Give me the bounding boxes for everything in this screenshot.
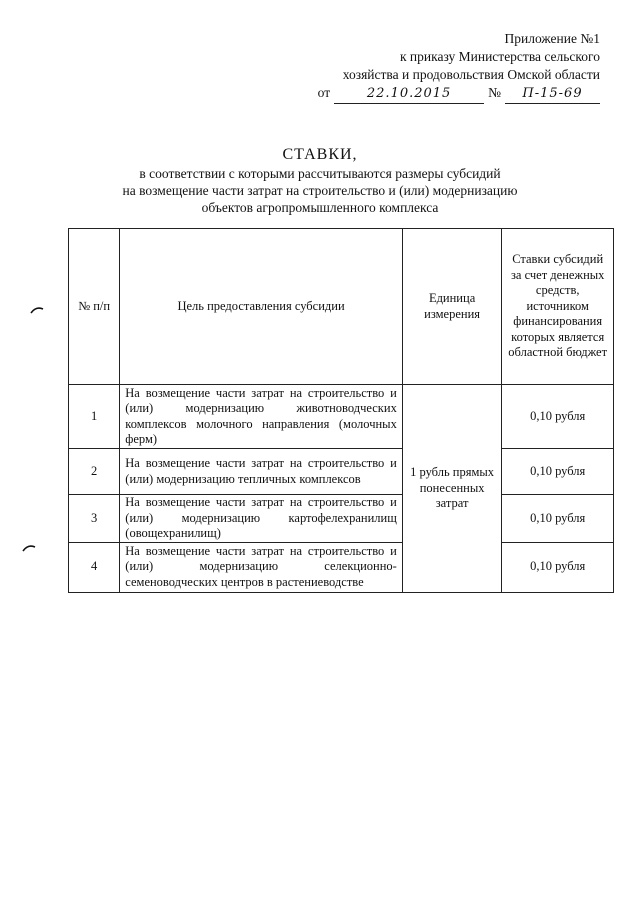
- rates-table: [68, 228, 614, 593]
- row-rate: 0,10 рубля: [502, 542, 614, 592]
- header-goal: Цель предоставления субсидии: [120, 229, 403, 385]
- number-prefix: №: [488, 85, 501, 100]
- title-line-2: на возмещение части затрат на строительство и (или) модернизацию: [122, 183, 518, 198]
- appendix-ministry: хозяйства и продовольствия Омской области: [342, 67, 600, 82]
- row-goal: На возмещение части затрат на строительство и (или) модернизацию картофелехранилищ (овощехранилищ): [120, 495, 403, 543]
- title-line-3: объектов агропромышленного комплекса: [201, 200, 439, 215]
- date-prefix: от: [317, 85, 331, 100]
- row-number: 1: [69, 385, 120, 449]
- table-header-row: [69, 229, 614, 385]
- table-row: [69, 495, 614, 543]
- table-row: [69, 449, 614, 495]
- unit-cell: 1 рубль прямых понесенных затрат: [402, 385, 502, 593]
- table-row: [69, 542, 614, 592]
- row-number: 2: [69, 449, 120, 495]
- appendix-label: Приложение №1: [504, 31, 600, 46]
- header-unit: Единица измерения: [402, 229, 502, 385]
- document-title: [0, 145, 640, 216]
- title-heading: СТАВКИ,: [282, 146, 358, 163]
- row-rate: 0,10 рубля: [502, 385, 614, 449]
- row-goal: На возмещение части затрат на строительство и (или) модернизацию животноводческих комплексов молочного направления (молочных ферм): [120, 385, 403, 449]
- handwritten-number: П-15-69: [505, 85, 600, 104]
- appendix-order-ref: к приказу Министерства сельского: [399, 49, 600, 64]
- punch-mark-icon: [30, 305, 44, 315]
- row-goal: На возмещение части затрат на строительство и (или) модернизацию селекционно-семеноводческих центров в растениеводстве: [120, 542, 403, 592]
- row-rate: 0,10 рубля: [502, 449, 614, 495]
- header-rate: Ставки субсидий за счет денежных средств, источником финансирования которых является областной бюджет: [502, 229, 614, 385]
- punch-mark-icon: [22, 543, 36, 553]
- appendix-block: [300, 30, 600, 104]
- header-number: № п/п: [69, 229, 120, 385]
- row-number: 3: [69, 495, 120, 543]
- handwritten-date: 22.10.2015: [334, 85, 484, 104]
- title-line-1: в соответствии с которыми рассчитываются размеры субсидий: [139, 166, 501, 181]
- row-rate: 0,10 рубля: [502, 495, 614, 543]
- table-row: [69, 385, 614, 449]
- appendix-date-number: [300, 84, 600, 104]
- row-goal: На возмещение части затрат на строительство и (или) модернизацию тепличных комплексов: [120, 449, 403, 495]
- row-number: 4: [69, 542, 120, 592]
